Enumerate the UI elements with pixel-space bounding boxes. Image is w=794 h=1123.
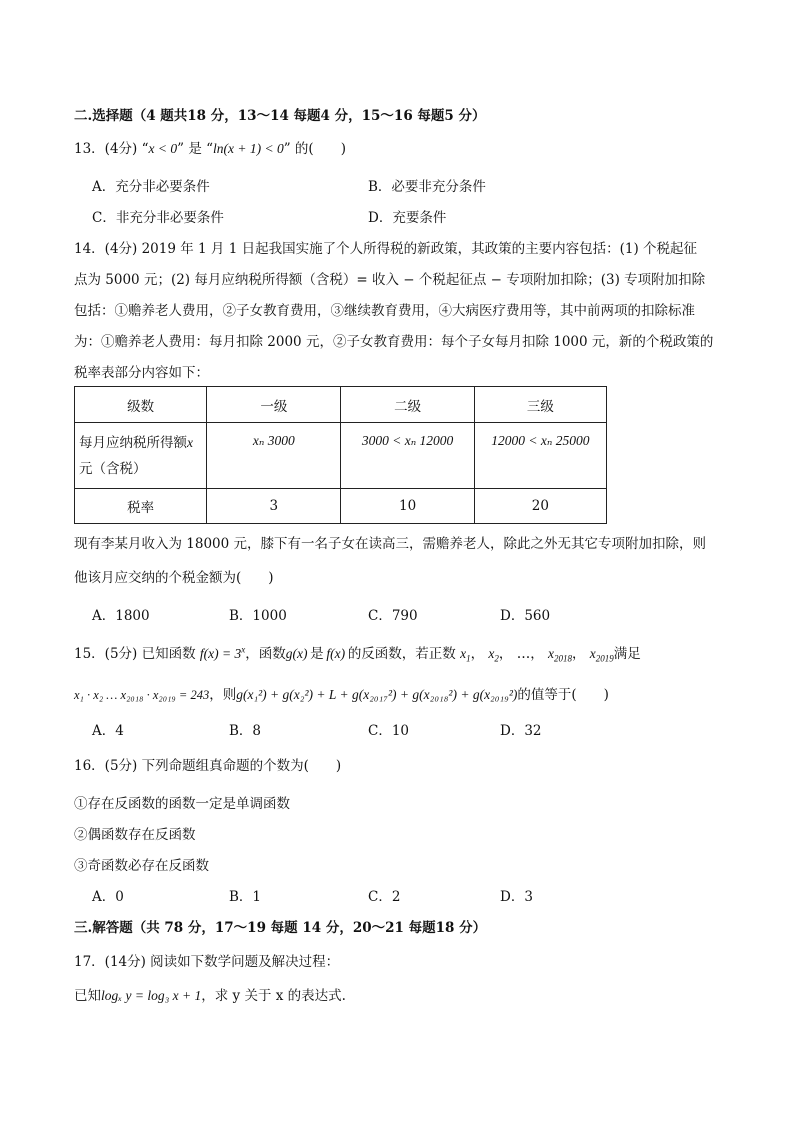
var-subscript: 2 [494, 653, 499, 664]
log-equation: logₓ y = log₃ x + 1 [101, 988, 202, 1003]
question-14-line: 14．(4分) 2019 年 1 月 1 日起我国实施了个人所得税的新政策，其政策的主要内容包括：(1) 个税起征 [74, 241, 697, 257]
option-b: B．1000 [229, 608, 287, 624]
function-f-def [200, 646, 245, 661]
option-c: C．2 [368, 889, 401, 905]
var-subscript: 2018 [554, 653, 572, 664]
question-14-line: 点为 5000 元；(2) 每月应纳税所得额（含税）= 收入 − 个税起征点 − 专项附加扣除；(3) 专项附加扣除 [74, 272, 706, 288]
table-row [75, 489, 607, 524]
statement: ①存在反函数的函数一定是单调函数 [74, 796, 290, 812]
function-g: g(x) [285, 646, 308, 661]
table-header-cell: 级数 [75, 387, 207, 423]
quote-close: ” 的( ) [283, 141, 346, 157]
table-header-cell: 一级 [207, 387, 341, 423]
table-cell: 12000 < xₙ 25000 [474, 423, 606, 489]
f-def-base: f(x) = 3 [199, 646, 242, 661]
var-subscript: 1 [466, 653, 471, 664]
table-cell: 3 [207, 489, 341, 524]
table-header-cell: 二级 [341, 387, 474, 423]
option-b: B．8 [229, 723, 262, 739]
option-a: A．1800 [92, 608, 150, 624]
section-title: 二.选择题（4 题共18 分，13～14 每题4 分，15～16 每题5 分） [74, 108, 486, 124]
var-x2 [488, 646, 499, 664]
option-d: D．充要条件 [368, 210, 447, 226]
text: 是 [310, 646, 324, 662]
table-row-label: 税率 [75, 489, 207, 524]
question-13-stem [74, 137, 346, 157]
table-row [75, 423, 607, 489]
var-x1 [460, 646, 471, 664]
table-row-label [75, 423, 207, 489]
table-header-cell: 三级 [474, 387, 606, 423]
question-14-line: 为：①赡养老人费用：每月扣除 2000 元，②子女教育费用：每个子女每月扣除 1000 元，新的个税政策的 [74, 334, 714, 350]
text: 的值等于( ) [517, 687, 609, 703]
row-label-line1: 每月应纳税所得额 [79, 434, 187, 451]
var-letter: x [488, 646, 495, 661]
option-c: C．790 [368, 608, 418, 624]
text: 满足 [613, 646, 641, 662]
table-row [75, 387, 607, 423]
option-a: A．4 [92, 723, 124, 739]
var-x2018 [548, 646, 572, 664]
section-title: 三.解答题（共 78 分，17～19 每题 14 分，20～21 每题18 分） [74, 920, 487, 936]
question-number: 15．(5分) 已知函数 [74, 646, 196, 662]
question-14-line: 包括：①赡养老人费用，②子女教育费用，③继续教育费用，④大病医疗费用等，其中前两项的扣除标准 [74, 303, 695, 319]
product-equation: x₁ · x₂ … x₂₀₁₈ · x₂₀₁₉ = 243 [74, 688, 210, 702]
text: ，函数 [245, 646, 286, 662]
table-cell: xₙ 3000 [207, 423, 341, 489]
option-b: B．1 [229, 889, 262, 905]
function-f: f(x) [326, 646, 346, 661]
option-c: C．非充分非必要条件 [92, 210, 224, 226]
row-label-var: x [187, 434, 193, 450]
text: 已知 [74, 988, 101, 1004]
var-x2019 [589, 646, 614, 664]
quote-open: “ [141, 141, 149, 157]
option-a: A．充分非必要条件 [92, 179, 210, 195]
tax-rate-table [74, 386, 607, 524]
question-17-line2 [74, 984, 346, 1004]
statement: ③奇函数必存在反函数 [74, 858, 209, 874]
var-letter: x [548, 646, 554, 661]
text: 的反函数，若正数 [347, 646, 456, 662]
table-cell: 10 [341, 489, 474, 524]
table-cell: 20 [474, 489, 606, 524]
question-15-line1: 15．(5分) 已知函数 $f(x) = 3^x$，函数g(x) 是 f(x) 的反函数，若正数 $x_1$， $x_2$， …， $x_{2018}$， $x_{2019}$满足 [74, 644, 641, 664]
question-14-line: 现有李某月收入为 18000 元，膝下有一名子女在读高三，需赡养老人，除此之外无其它专项附加扣除，则 [74, 536, 707, 552]
var-subscript: 2019 [595, 653, 614, 664]
condition-ln: ln(x + 1) < 0 [213, 141, 284, 156]
question-14-line: 他该月应交纳的个税金额为( ) [74, 570, 274, 586]
text: ，则 [209, 687, 237, 703]
question-16-stem: 16．(5分) 下列命题组真命题的个数为( ) [74, 758, 342, 774]
sum-expression: g(x₁²) + g(x₂²) + L + g(x₂₀₁₇²) + g(x₂₀₁₈²) + g(x₂₀₁₉²) [236, 687, 518, 702]
condition-x-negative: x < 0 [148, 141, 178, 156]
option-b: B．必要非充分条件 [368, 179, 486, 195]
option-d: D．3 [500, 889, 533, 905]
var-letter: x [460, 646, 467, 661]
question-17-stem: 17．(14分) 阅读如下数学问题及解决过程： [74, 954, 340, 970]
option-d: D．560 [500, 608, 551, 624]
var-letter: x [589, 646, 596, 661]
question-15-line2 [74, 683, 609, 703]
text: ，求 y 关于 x 的表达式. [201, 988, 346, 1004]
option-d: D．32 [500, 723, 542, 739]
statement: ②偶函数存在反函数 [74, 827, 196, 843]
row-label-line2: 元（含税） [79, 460, 147, 477]
f-def-exponent: x [241, 644, 246, 655]
table-cell: 3000 < xₙ 12000 [341, 423, 474, 489]
option-a: A．0 [92, 889, 124, 905]
question-14-line: 税率表部分内容如下： [74, 365, 209, 381]
question-number: 13．(4分) [74, 141, 138, 157]
option-c: C．10 [368, 723, 410, 739]
quote-mid: ” 是 “ [177, 141, 214, 157]
ellipsis: … [516, 646, 531, 662]
